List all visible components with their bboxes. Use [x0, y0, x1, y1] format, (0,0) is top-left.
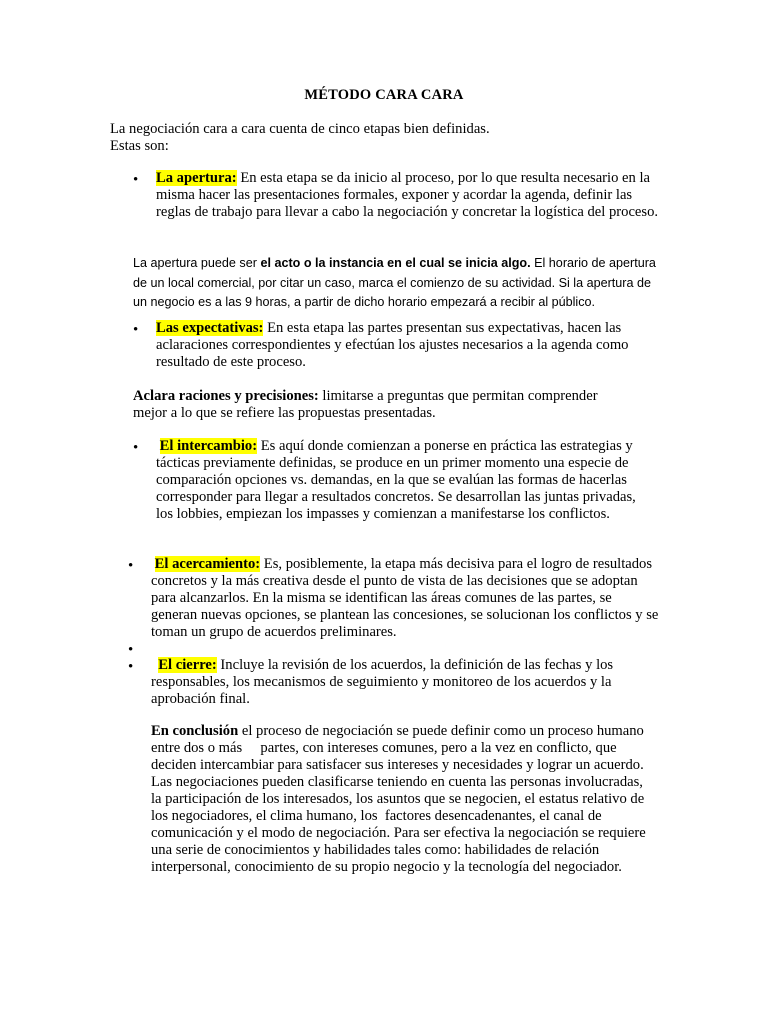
apertura-text: En esta etapa se da inicio al proceso, por lo que resulta necesario en la misma hacer las presentaciones formales, exponer y acordar la agenda, definir las reglas de trabajo para llevar a cabo la negociación y concretar la logística del proceso.	[156, 170, 659, 220]
apertura-note-rest: El horario de apertura de un local comercial, por citar un caso, marca el comienzo de su actividad. Si la apertura de un negocio es a las 9 horas, a partir de dicho horario empezará a recibir al público.	[133, 256, 656, 309]
acercamiento-text: Es, posiblemente, la etapa más decisiva para el logro de resultados concretos y la más creativa desde el punto de vista de las decisiones que se adoptan para alcanzarlos. En la misma se identifican las áreas comunes de las partes, se generan nuevas opciones, se plantean las concesiones, se solucionan los conflictos y se toman un grupo de acuerdos preliminares.	[151, 556, 659, 640]
apertura-note-lead: La apertura puede ser	[133, 256, 261, 270]
apertura-label: La apertura:	[156, 170, 237, 186]
bullet-marker: •	[128, 558, 134, 574]
cierre-label: El cierre:	[158, 657, 217, 673]
intercambio-label: El intercambio:	[159, 438, 258, 454]
list-item-cierre	[151, 657, 656, 708]
conclusion-paragraph	[151, 723, 656, 876]
acercamiento-label: El acercamiento:	[154, 556, 261, 572]
apertura-note-paragraph	[133, 254, 663, 313]
bullet-marker-empty: •	[128, 642, 134, 658]
intro-paragraph	[110, 121, 670, 155]
aclara-paragraph	[133, 388, 633, 422]
document-title: MÉTODO CARA CARA	[304, 87, 464, 103]
bullet-marker: •	[133, 322, 139, 338]
apertura-note-bold: el acto o la instancia en el cual se inicia algo.	[260, 256, 531, 270]
list-item-acercamiento	[151, 556, 661, 641]
list-item-intercambio	[156, 438, 656, 523]
list-item-expectativas	[156, 320, 661, 371]
aclara-label: Aclara raciones y precisiones:	[133, 388, 319, 404]
expectativas-label: Las expectativas:	[156, 320, 264, 336]
conclusion-text: el proceso de negociación se puede definir como un proceso humano entre dos o más partes, con intereses comunes, pero a la vez en conflicto, que deciden intercambiar para satisfacer sus intereses y necesidades y lograr un acuerdo. Las negociaciones pueden clasificarse teniendo en cuenta las personas involucradas, la participación de los interesados, los asuntos que se negocien, el estatus relativo de los negociadores, el clima humano, los factores desencadenantes, el canal de comunicación y el modo de negociación. Para ser efectiva la negociación se requiere una serie de conocimientos y habilidades tales como: habilidades de relación interpersonal, conocimiento de su propio negocio y la tecnología del negociador.	[151, 723, 650, 875]
expectativas-text: En esta etapa las partes presentan sus expectativas, hacen las aclaraciones correspondientes y efectúan los ajustes necesarios a la agenda como resultado de este proceso.	[156, 320, 629, 370]
aclara-text: limitarse a preguntas que permitan comprender mejor a lo que se refiere las propuestas presentadas.	[133, 388, 598, 421]
bullet-marker: •	[133, 440, 139, 456]
cierre-text: Incluye la revisión de los acuerdos, la definición de las fechas y los responsables, los mecanismos de seguimiento y monitoreo de los acuerdos y la aprobación final.	[151, 657, 614, 707]
intro-line-2: Estas son:	[110, 138, 169, 154]
intro-line-1: La negociación cara a cara cuenta de cinco etapas bien definidas.	[110, 121, 490, 137]
intercambio-text: Es aquí donde comienzan a ponerse en práctica las estrategias y tácticas previamente definidas, se produce en un primer momento una especie de comparación opciones vs. demandas, en la que se evalúan las formas de hacerlas corresponder para llegar a resultados concretos. Se desarrollan las juntas privadas, los lobbies, empiezan los impasses y comienzan a manifestarse los conflictos.	[156, 438, 636, 522]
list-item-apertura	[156, 170, 661, 221]
bullet-marker: •	[128, 659, 134, 675]
bullet-marker: •	[133, 172, 139, 188]
conclusion-label: En conclusión	[151, 723, 239, 739]
